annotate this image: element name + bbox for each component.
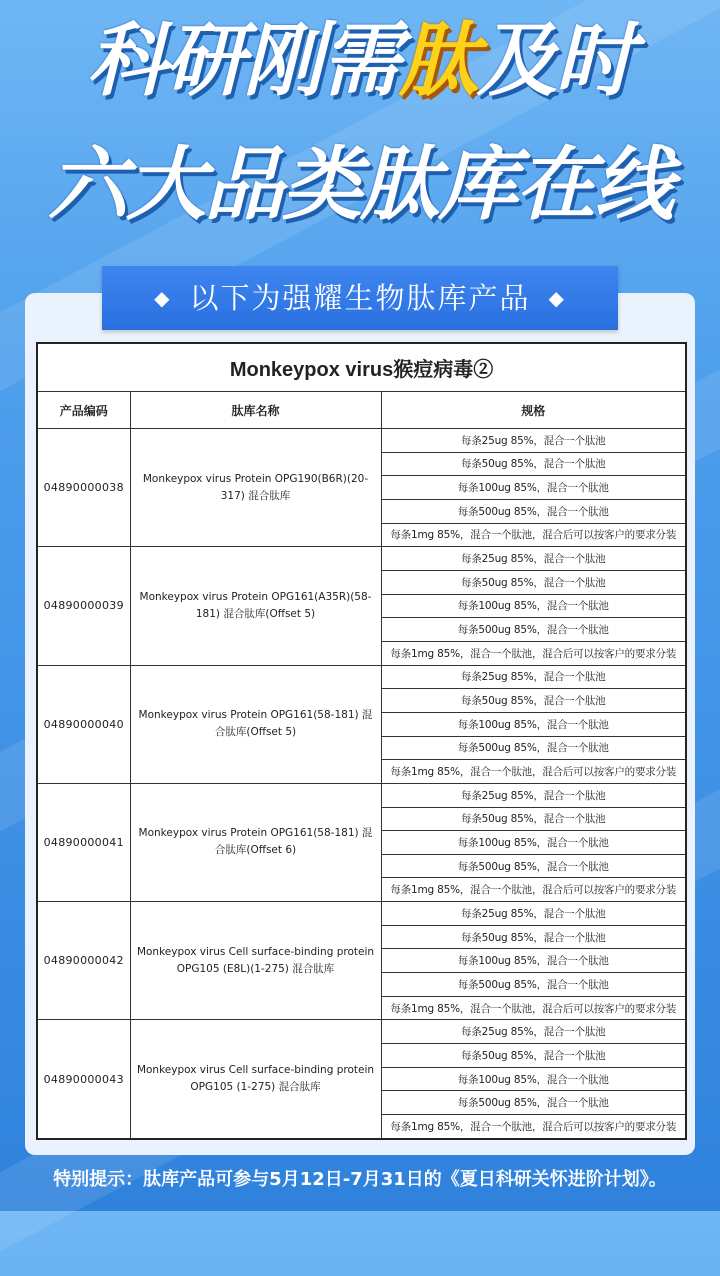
spec-cell: 每条1mg 85%，混合一个肽池，混合后可以按客户的要求分装 (381, 1115, 686, 1139)
library-name: Monkeypox virus Protein OPG190(B6R)(20-317) 混合肽库 (130, 429, 381, 547)
product-code: 04890000042 (37, 902, 130, 1020)
spec-cell: 每条25ug 85%，混合一个肽池 (381, 783, 686, 807)
column-header-code: 产品编码 (37, 392, 130, 429)
spec-cell: 每条500ug 85%，混合一个肽池 (381, 1091, 686, 1115)
spec-cell: 每条100ug 85%，混合一个肽池 (381, 949, 686, 973)
spec-cell: 每条100ug 85%，混合一个肽池 (381, 1067, 686, 1091)
column-header-name: 肽库名称 (130, 392, 381, 429)
table-row (37, 902, 686, 926)
spec-cell: 每条100ug 85%，混合一个肽池 (381, 712, 686, 736)
headline-part-b: 及时 (477, 14, 633, 107)
spec-cell: 每条50ug 85%，混合一个肽池 (381, 925, 686, 949)
table-row (37, 665, 686, 689)
spec-cell: 每条25ug 85%，混合一个肽池 (381, 547, 686, 571)
spec-cell: 每条50ug 85%，混合一个肽池 (381, 689, 686, 713)
headline-highlight: 肽 (399, 14, 477, 107)
column-header-spec: 规格 (381, 392, 686, 429)
spec-cell: 每条500ug 85%，混合一个肽池 (381, 973, 686, 997)
library-name: Monkeypox virus Protein OPG161(58-181) 混合肽库(Offset 5) (130, 665, 381, 783)
spec-cell: 每条1mg 85%，混合一个肽池，混合后可以按客户的要求分装 (381, 996, 686, 1020)
footer-notice: 特别提示：肽库产品可参与5月12日-7月31日的《夏日科研关怀进阶计划》。 (53, 1169, 667, 1190)
product-code: 04890000043 (37, 1020, 130, 1139)
table-title: Monkeypox virus猴痘病毒② (37, 343, 686, 392)
spec-cell: 每条25ug 85%，混合一个肽池 (381, 902, 686, 926)
spec-cell: 每条50ug 85%，混合一个肽池 (381, 807, 686, 831)
spec-cell: 每条100ug 85%，混合一个肽池 (381, 476, 686, 500)
library-name: Monkeypox virus Cell surface-binding protein OPG105 (E8L)(1-275) 混合肽库 (130, 902, 381, 1020)
spec-cell: 每条1mg 85%，混合一个肽池，混合后可以按客户的要求分装 (381, 641, 686, 665)
library-name: Monkeypox virus Cell surface-binding protein OPG105 (1-275) 混合肽库 (130, 1020, 381, 1139)
product-code: 04890000039 (37, 547, 130, 665)
spec-cell: 每条1mg 85%，混合一个肽池，混合后可以按客户的要求分装 (381, 878, 686, 902)
headline-line-1 (0, 16, 720, 106)
spec-cell: 每条50ug 85%，混合一个肽池 (381, 1044, 686, 1068)
section-ribbon (102, 266, 618, 330)
ribbon-text: 以下为强耀生物肽库产品 (189, 281, 531, 315)
spec-cell: 每条25ug 85%，混合一个肽池 (381, 665, 686, 689)
spec-cell: 每条1mg 85%，混合一个肽池，混合后可以按客户的要求分装 (381, 760, 686, 784)
headline-line-2: 六大品类肽库在线 (48, 138, 672, 231)
diamond-icon: ◆ (548, 286, 566, 310)
product-code: 04890000038 (37, 429, 130, 547)
spec-cell: 每条500ug 85%，混合一个肽池 (381, 499, 686, 523)
product-code: 04890000040 (37, 665, 130, 783)
table-row (37, 783, 686, 807)
spec-cell: 每条50ug 85%，混合一个肽池 (381, 452, 686, 476)
spec-cell: 每条1mg 85%，混合一个肽池，混合后可以按客户的要求分装 (381, 523, 686, 547)
table-row (37, 1020, 686, 1044)
spec-cell: 每条500ug 85%，混合一个肽池 (381, 736, 686, 760)
library-name: Monkeypox virus Protein OPG161(A35R)(58-181) 混合肽库(Offset 5) (130, 547, 381, 665)
spec-cell: 每条25ug 85%，混合一个肽池 (381, 429, 686, 453)
spec-cell: 每条50ug 85%，混合一个肽池 (381, 570, 686, 594)
product-code: 04890000041 (37, 783, 130, 901)
library-name: Monkeypox virus Protein OPG161(58-181) 混合肽库(Offset 6) (130, 783, 381, 901)
table-row (37, 429, 686, 453)
spec-cell: 每条100ug 85%，混合一个肽池 (381, 594, 686, 618)
spec-cell: 每条500ug 85%，混合一个肽池 (381, 618, 686, 642)
diamond-icon: ◆ (154, 286, 172, 310)
headline-part-a: 科研刚需 (87, 14, 399, 107)
spec-cell: 每条500ug 85%，混合一个肽池 (381, 854, 686, 878)
spec-cell: 每条100ug 85%，混合一个肽池 (381, 831, 686, 855)
spec-cell: 每条25ug 85%，混合一个肽池 (381, 1020, 686, 1044)
peptide-library-table (36, 342, 687, 1140)
table-row (37, 547, 686, 571)
